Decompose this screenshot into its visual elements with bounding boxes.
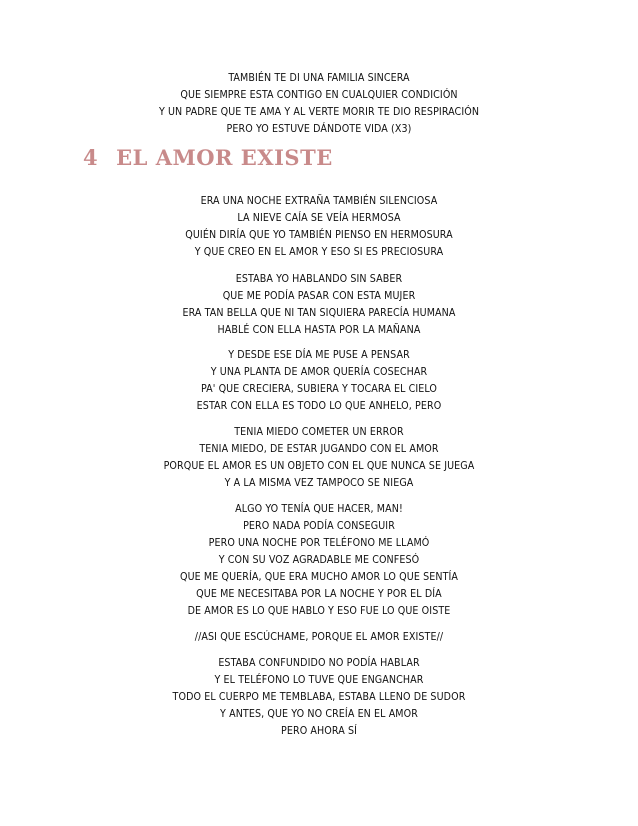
lyric-line: PERO AHORA SÍ bbox=[281, 725, 357, 737]
lyric-line: Y CON SU VOZ AGRADABLE ME CONFESÓ bbox=[218, 554, 420, 566]
section-title: EL AMOR EXISTE bbox=[116, 145, 333, 170]
lyric-line: Y A LA MISMA VEZ TAMPOCO SE NIEGA bbox=[224, 477, 414, 489]
lyric-line: Y ANTES, QUE YO NO CREÍA EN EL AMOR bbox=[220, 708, 418, 720]
lyric-line: Y QUE CREO EN EL AMOR Y ESO SI ES PRECIOSURA bbox=[194, 246, 444, 258]
lyric-line: QUE ME QUERÍA, QUE ERA MUCHO AMOR LO QUE SENTÍA bbox=[179, 571, 459, 583]
lyric-line: ESTAR CON ELLA ES TODO LO QUE ANHELO, PERO bbox=[196, 400, 442, 412]
lyric-line: ERA UNA NOCHE EXTRAÑA TAMBIÉN SILENCIOSA bbox=[200, 195, 438, 207]
chorus-line: //ASI QUE ESCÚCHAME, PORQUE EL AMOR EXISTE// bbox=[194, 631, 444, 643]
lyric-line: ESTABA CONFUNDIDO NO PODÍA HABLAR bbox=[218, 657, 420, 669]
lyric-line: LA NIEVE CAÍA SE VEÍA HERMOSA bbox=[237, 212, 401, 224]
lyric-line: ERA TAN BELLA QUE NI TAN SIQUIERA PARECÍA HUMANA bbox=[182, 307, 456, 319]
lyric-line: ALGO YO TENÍA QUE HACER, MAN! bbox=[235, 503, 403, 515]
lyric-line: Y UN PADRE QUE TE AMA Y AL VERTE MORIR TE DIO RESPIRACIÓN bbox=[158, 106, 480, 118]
lyric-line: Y DESDE ESE DÍA ME PUSE A PENSAR bbox=[228, 349, 410, 361]
lyric-line: TODO EL CUERPO ME TEMBLABA, ESTABA LLENO DE SUDOR bbox=[172, 691, 466, 703]
lyric-line: TENIA MIEDO COMETER UN ERROR bbox=[234, 426, 404, 438]
lyric-line: QUE SIEMPRE ESTA CONTIGO EN CUALQUIER CONDICIÓN bbox=[180, 89, 458, 101]
lyric-line: QUE ME PODÍA PASAR CON ESTA MUJER bbox=[222, 290, 416, 302]
lyric-line: DE AMOR ES LO QUE HABLO Y ESO FUE LO QUE OISTE bbox=[187, 605, 451, 617]
lyric-line: PERO YO ESTUVE DÁNDOTE VIDA (X3) bbox=[226, 123, 412, 135]
lyric-line: TENIA MIEDO, DE ESTAR JUGANDO CON EL AMOR bbox=[199, 443, 439, 455]
lyric-line: HABLÉ CON ELLA HASTA POR LA MAÑANA bbox=[217, 324, 421, 336]
lyric-line: Y EL TELÉFONO LO TUVE QUE ENGANCHAR bbox=[214, 674, 424, 686]
lyric-line: QUIÉN DIRÍA QUE YO TAMBIÉN PIENSO EN HERMOSURA bbox=[185, 229, 453, 241]
section-heading bbox=[83, 145, 333, 170]
lyric-line: PERO NADA PODÍA CONSEGUIR bbox=[243, 520, 395, 532]
lyric-line: PA' QUE CRECIERA, SUBIERA Y TOCARA EL CIELO bbox=[200, 383, 438, 395]
lyric-line: PORQUE EL AMOR ES UN OBJETO CON EL QUE NUNCA SE JUEGA bbox=[163, 460, 475, 472]
lyric-line: QUE ME NECESITABA POR LA NOCHE Y POR EL DÍA bbox=[196, 588, 442, 600]
lyric-line: PERO UNA NOCHE POR TELÉFONO ME LLAMÓ bbox=[208, 537, 430, 549]
section-number: 4 bbox=[83, 145, 99, 170]
lyric-line: TAMBIÉN TE DI UNA FAMILIA SINCERA bbox=[228, 72, 410, 84]
lyric-line: ESTABA YO HABLANDO SIN SABER bbox=[235, 273, 403, 285]
lyric-line: Y UNA PLANTA DE AMOR QUERÍA COSECHAR bbox=[210, 366, 428, 378]
